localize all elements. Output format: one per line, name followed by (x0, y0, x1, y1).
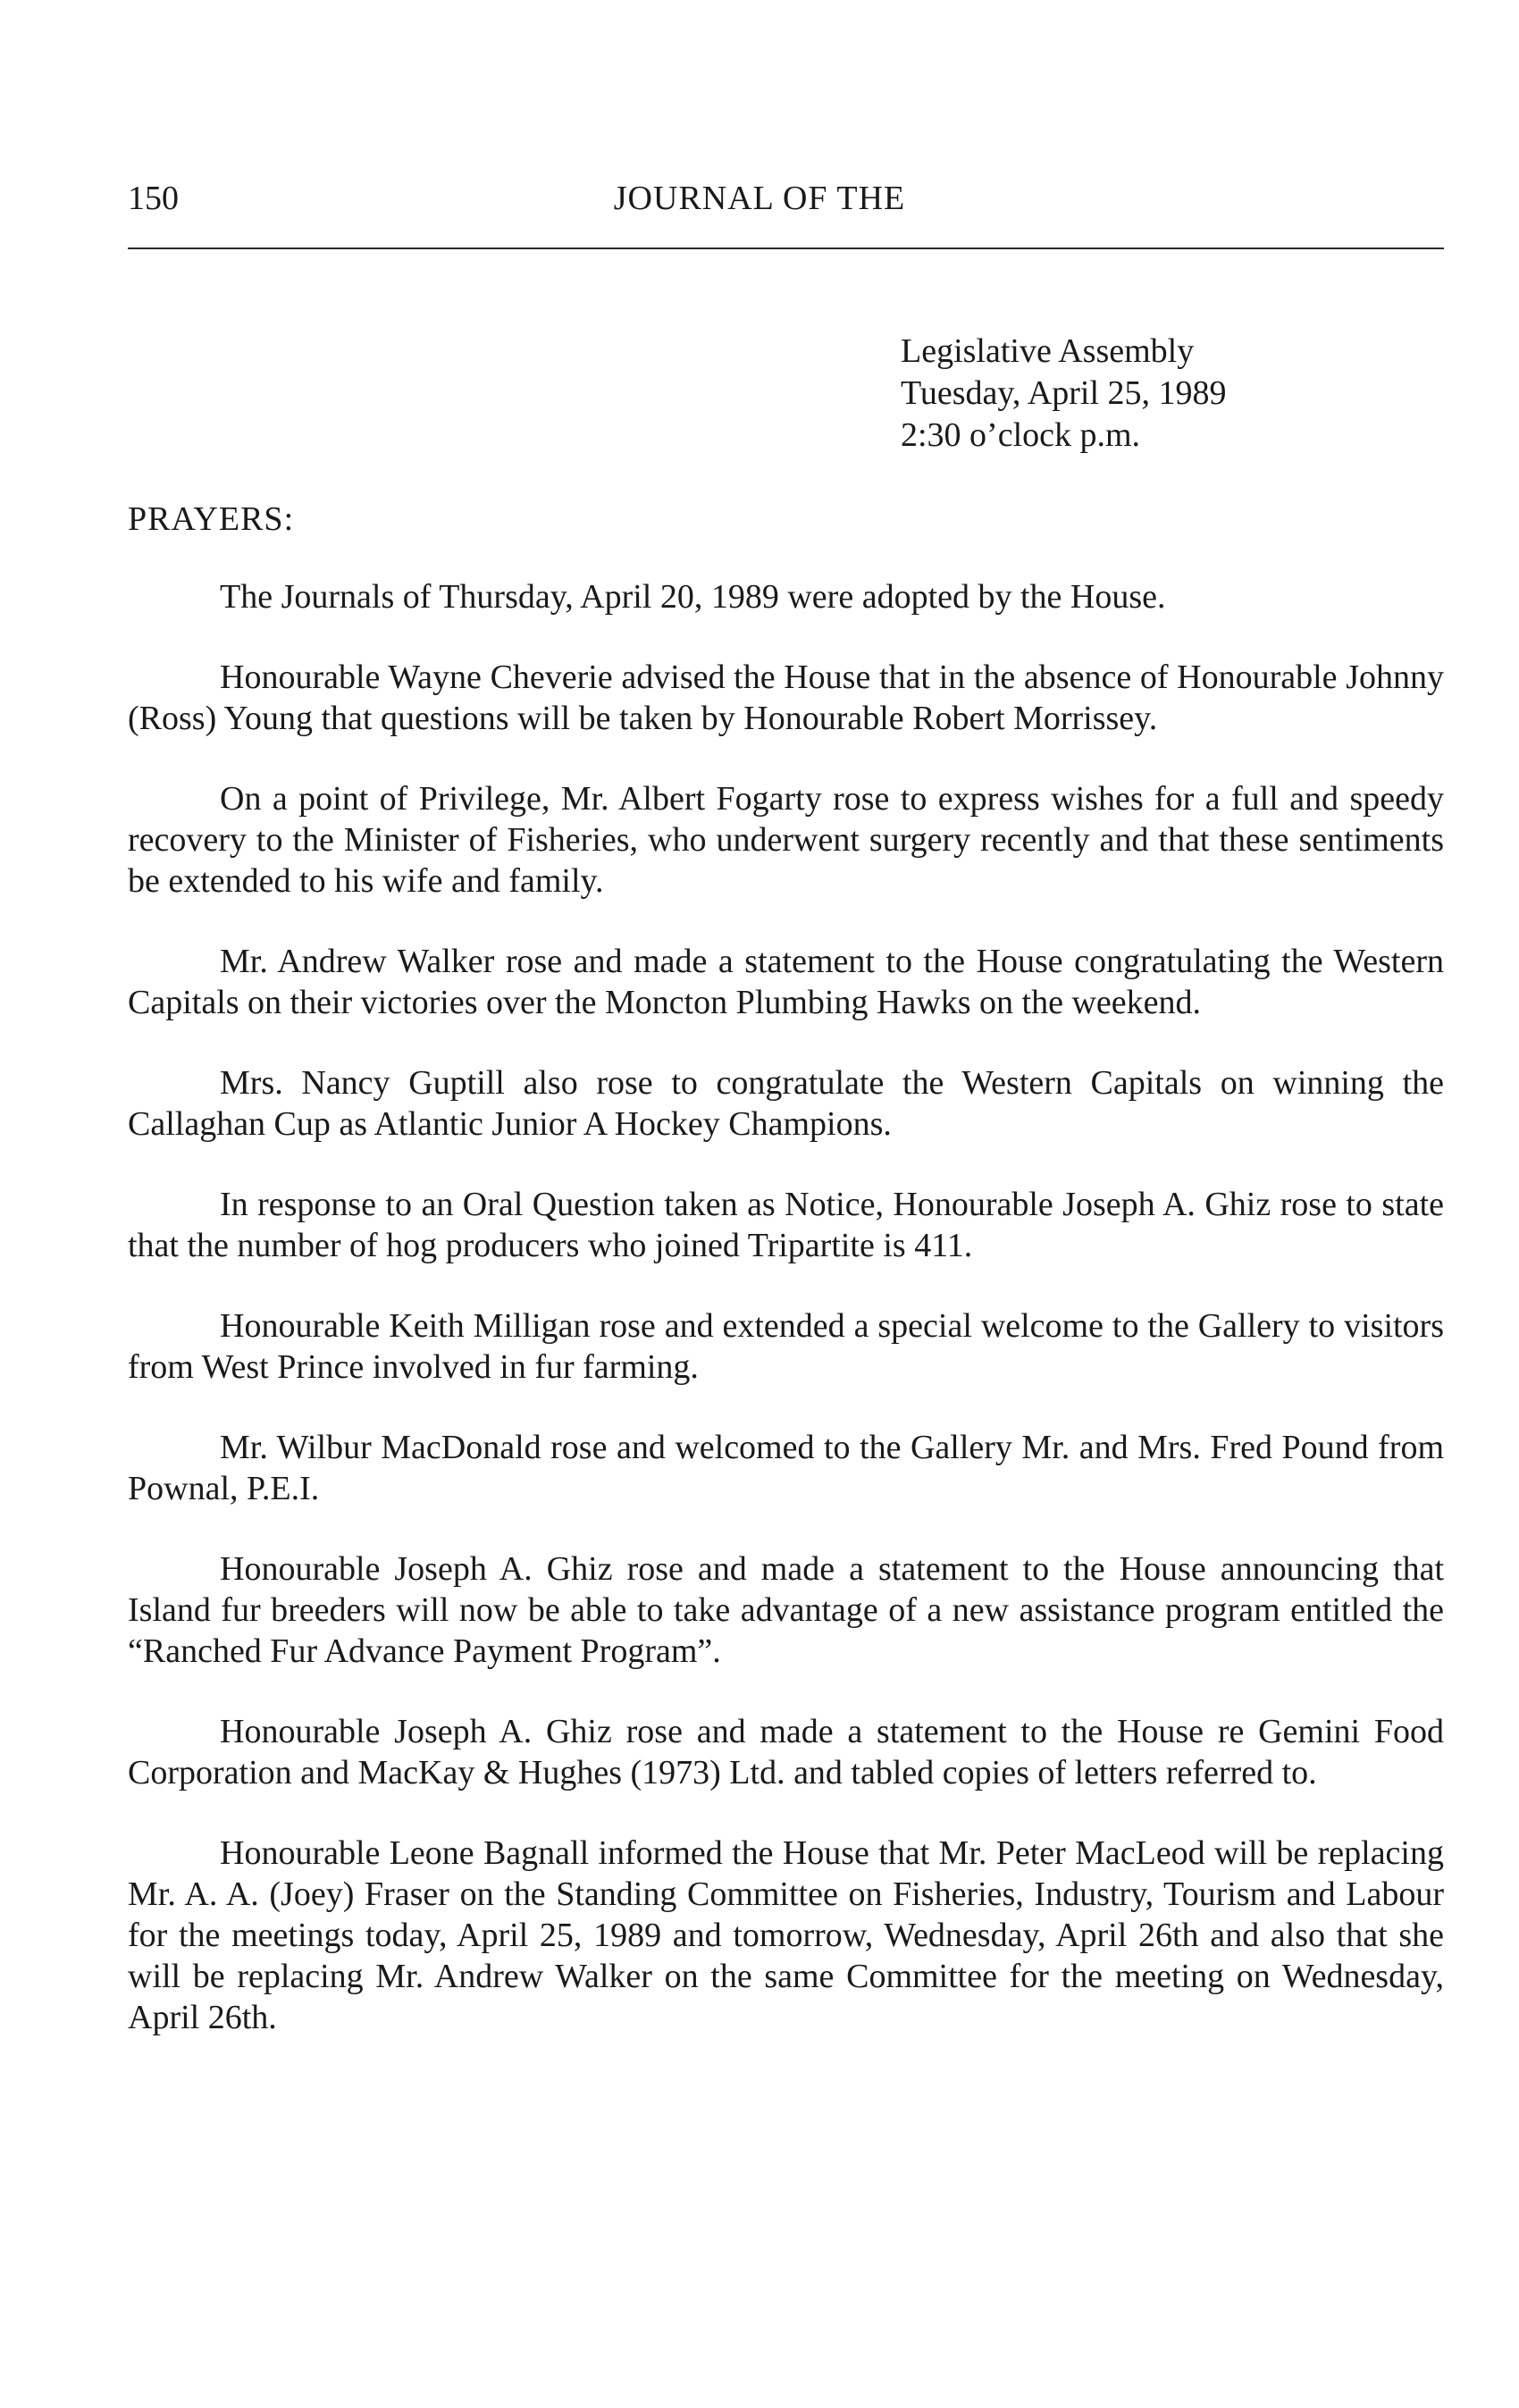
paragraph-gallery-welcome-west-prince: Honourable Keith Milligan rose and extended a special welcome to the Gallery to visitors from West Prince involved in fur farming. (128, 1307, 1444, 1386)
page-number: 150 (128, 180, 179, 217)
paragraph-gallery-welcome-pownal: Mr. Wilbur MacDonald rose and welcomed to the Gallery Mr. and Mrs. Fred Pound from Pownal, P.E.I. (128, 1429, 1444, 1507)
paragraph-point-of-privilege: On a point of Privilege, Mr. Albert Fogarty rose to express wishes for a full and speedy recovery to the Minister of Fisheries, who underwent surgery recently and that these sentiments be extended to his wife and family. (128, 780, 1444, 900)
dateline-date: Tuesday, April 25, 1989 (901, 374, 1227, 412)
running-title: JOURNAL OF THE (613, 180, 906, 217)
paragraph-committee-replacement: Honourable Leone Bagnall informed the House that Mr. Peter MacLeod will be replacing Mr. A. A. (Joey) Fraser on the Standing Committee on Fisheries, Industry, Tourism and Labour for the meetings today, April 25, 1989 and tomorrow, Wednesday, April 26th and also that she will be replacing Mr. Andrew Walker on the same Committee for the meeting on Wednesday, April 26th. (128, 1834, 1444, 2036)
dateline-body: Legislative Assembly (901, 332, 1195, 370)
dateline (901, 331, 1227, 457)
paragraph-questions-taken: Honourable Wayne Cheverie advised the House that in the absence of Honourable Johnny (Ross) Young that questions will be taken by Honourable Robert Morrissey. (128, 659, 1444, 737)
prayers-heading: PRAYERS: (128, 500, 295, 538)
paragraph-western-capitals-statement: Mr. Andrew Walker rose and made a statement to the House congratulating the Western Capitals on their victories over the Moncton Plumbing Hawks on the weekend. (128, 943, 1444, 1021)
paragraph-callaghan-cup: Mrs. Nancy Guptill also rose to congratulate the Western Capitals on winning the Callaghan Cup as Atlantic Junior A Hockey Champions. (128, 1064, 1444, 1143)
dateline-time: 2:30 o’clock p.m. (901, 416, 1141, 454)
paragraph-oral-question-response: In response to an Oral Question taken as Notice, Honourable Joseph A. Ghiz rose to state that the number of hog producers who joined Tripartite is 411. (128, 1186, 1444, 1264)
header-rule (128, 248, 1444, 249)
paragraph-fur-advance-program: Honourable Joseph A. Ghiz rose and made a statement to the House announcing that Island fur breeders will now be able to take advantage of a new assistance program entitled the “Ranched Fur Advance Payment Program”. (128, 1550, 1444, 1670)
paragraph-gemini-food-statement: Honourable Joseph A. Ghiz rose and made a statement to the House re Gemini Food Corporation and MacKay & Hughes (1973) Ltd. and tabled copies of letters referred to. (128, 1713, 1444, 1791)
paragraph-journals-adopted: The Journals of Thursday, April 20, 1989 were adopted by the House. (220, 578, 1166, 616)
journal-entries (128, 576, 1444, 2077)
